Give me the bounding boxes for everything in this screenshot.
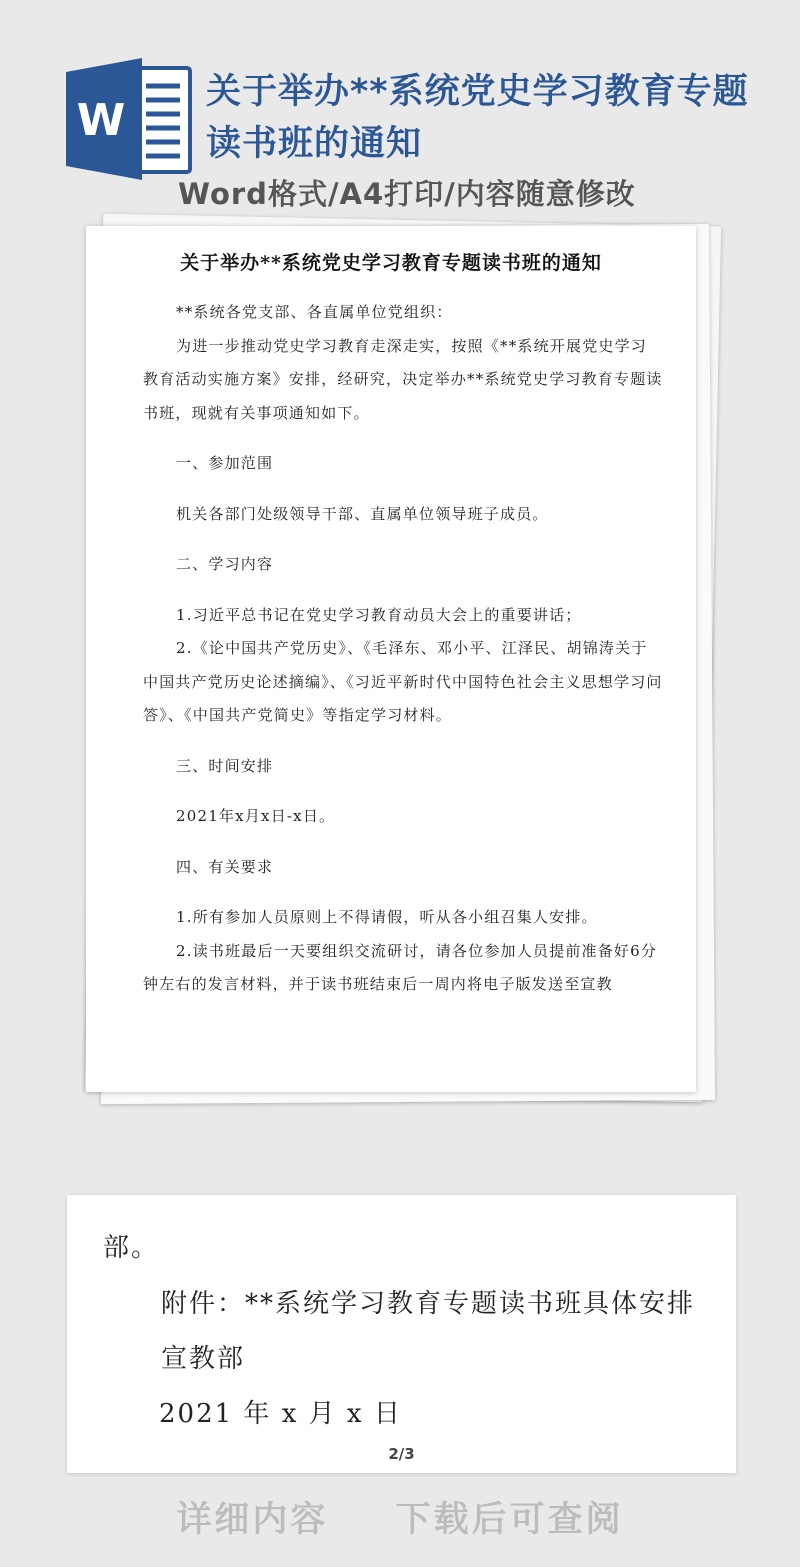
word-document-icon xyxy=(66,58,196,180)
header-subtitle: Word格式/A4打印/内容随意修改 xyxy=(178,177,636,211)
section-text: 2021年x月x日-x日。 xyxy=(176,807,336,825)
list-item: 1.习近平总书记在党史学习教育动员大会上的重要讲话； xyxy=(176,605,582,624)
section-heading: 二、学习内容 xyxy=(176,555,274,573)
footer-notice xyxy=(0,1492,800,1542)
date-line: 2021 年 x 月 x 日 xyxy=(159,1399,402,1429)
section-text: 机关各部门处级领导干部、直属单位领导班子成员。 xyxy=(176,504,549,523)
footer-left-text: 详细内容 xyxy=(176,1500,329,1540)
document-page-2-preview xyxy=(67,1195,736,1473)
header-title: 关于举办**系统党史学习教育专题读书班的通知 xyxy=(206,72,749,164)
header xyxy=(0,0,800,225)
list-item: 2.《论中国共产党历史》、《毛泽东、邓小平、江泽民、胡锦涛关于中国共产党历史论述摘编》、《习近平新时代中国特色社会主义思想学习问答》、《中国共产党简史》等指定学习材料。 xyxy=(143,639,663,724)
salutation: **系统各党支部、各直属单位党组织： xyxy=(176,303,453,321)
attachment-line: 附件：**系统学习教育专题读书班具体安排 xyxy=(161,1289,696,1319)
page-number: 2/3 xyxy=(388,1445,415,1463)
intro-paragraph: 为进一步推动党史学习教育走深走实，按照《**系统开展党史学习教育活动实施方案》安排，经研究，决定举办**系统党史学习教育专题读书班，现就有关事项通知如下。 xyxy=(143,336,663,422)
section-heading: 四、有关要求 xyxy=(176,857,274,876)
list-item: 1.所有参加人员原则上不得请假，听从各小组召集人安排。 xyxy=(176,908,598,926)
list-item: 2.读书班最后一天要组织交流研讨，请各位参加人员提前准备好6分钟左右的发言材料，并于读书班结束后一周内将电子版发送至宣教 xyxy=(143,941,658,993)
continuation-text: 部。 xyxy=(103,1233,160,1263)
document-body xyxy=(143,296,663,1002)
section-heading: 一、参加范围 xyxy=(176,454,274,472)
issuer-line: 宣教部 xyxy=(161,1344,246,1374)
footer-right-text: 下载后可查阅 xyxy=(395,1500,624,1540)
document-page-1 xyxy=(86,226,696,1092)
word-icon-letter: W xyxy=(76,95,126,146)
document-title: 关于举办**系统党史学习教育专题读书班的通知 xyxy=(180,252,602,274)
section-heading: 三、时间安排 xyxy=(176,756,274,775)
